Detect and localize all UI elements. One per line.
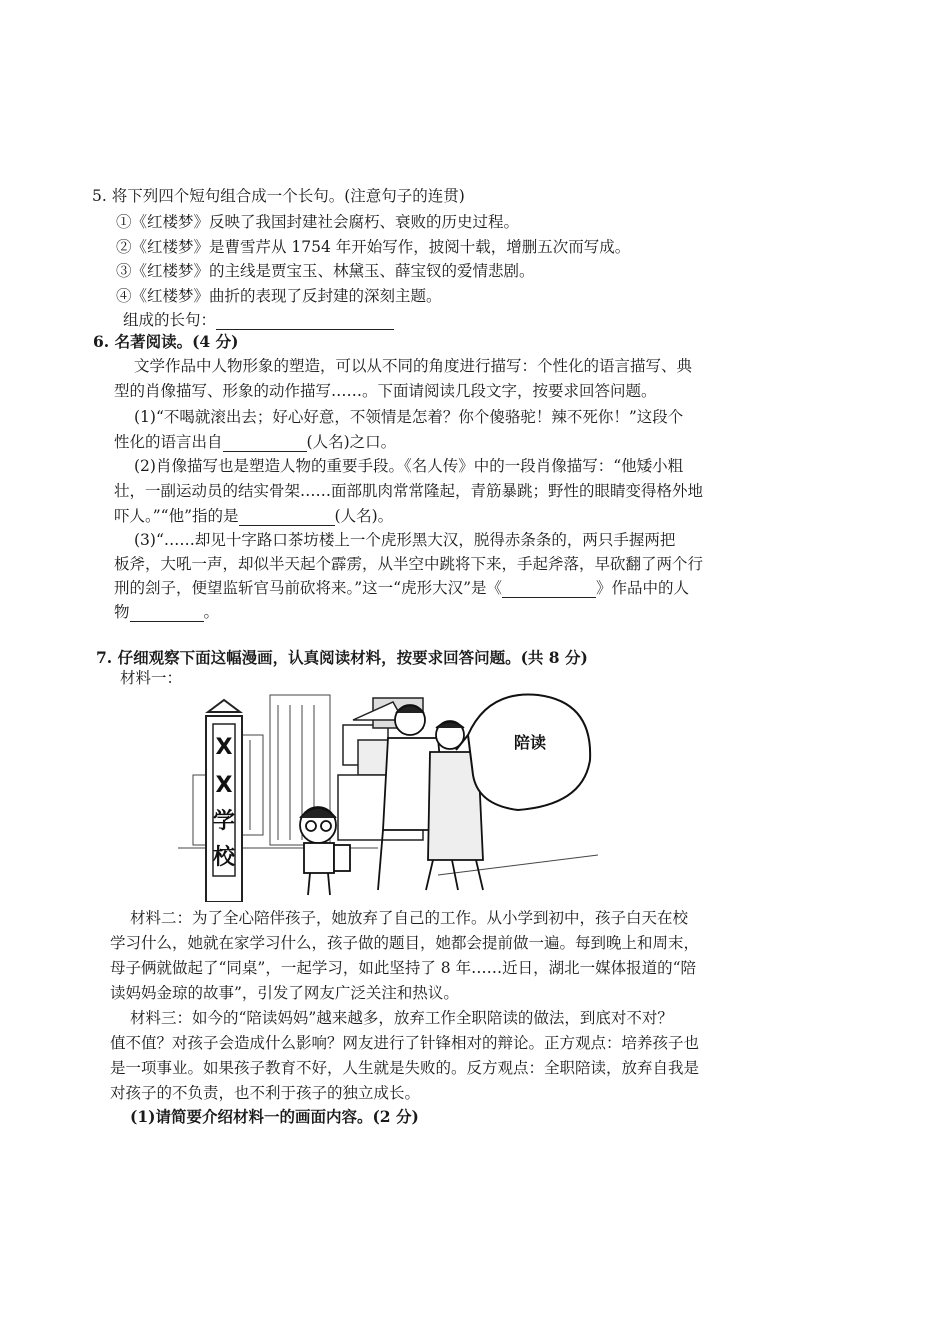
q5-item-4: ④《红楼梦》曲折的表现了反封建的深刻主题。 <box>116 287 442 305</box>
q6-part3-book-blank[interactable] <box>502 581 596 598</box>
q7-material3-line-3: 是一项事业。如果孩子教育不好，人生就是失败的。反方观点：全职陪读，放弃自我是 <box>110 1059 700 1077</box>
cartoon-illustration <box>178 680 598 902</box>
q7-sub-question-1: (1)请简要介绍材料一的画面内容。(2 分) <box>130 1107 419 1126</box>
q7-stem: 7. 仔细观察下面这幅漫画，认真阅读材料，按要求回答问题。(共 8 分) <box>96 648 588 667</box>
q7-material2-line-3: 母子俩就做起了“同桌”，一起学习，如此坚持了 8 年……近日，湖北一媒体报道的“陪 <box>110 959 696 977</box>
q6-part3-line-1: (3)“……却见十字路口茶坊楼上一个虎形黑大汉，脱得赤条条的，两只手握两把 <box>134 531 676 549</box>
q5-item-2: ②《红楼梦》是曹雪芹从 1754 年开始写作，披阅十载，增删五次而写成。 <box>116 238 631 256</box>
q5-stem: 5. 将下列四个短句组合成一个长句。(注意句子的连贯) <box>92 187 465 205</box>
q6-part2-line-2: 壮，一副运动员的结实骨架……面部肌肉常常隆起，青筋暴跳；野性的眼睛变得格外地 <box>114 482 704 500</box>
q6-part1-line-2 <box>114 432 396 452</box>
q6-part1-line-1: (1)“不喝就滚出去；好心好意，不领情是怎着？你个傻骆驼！辣不死你！”这段个 <box>134 408 684 426</box>
q6-part3-suffix: 》作品中的人 <box>596 579 690 597</box>
q6-part2-line-3 <box>114 506 393 526</box>
q7-material2-line-1: 材料二：为了全心陪伴孩子，她放弃了自己的工作。从小学到初中，孩子白天在校 <box>130 909 689 927</box>
q6-intro-line-2: 型的肖像描写、形象的动作描写……。下面请阅读几段文字，按要求回答问题。 <box>114 382 657 400</box>
q6-part3-line-3 <box>114 578 689 598</box>
q7-material3-line-4: 对孩子的不负责，也不利于孩子的独立成长。 <box>110 1084 421 1102</box>
q6-part1-suffix: (人名)之口。 <box>306 433 397 451</box>
q6-part2-suffix: (人名)。 <box>334 507 394 525</box>
q6-stem: 6. 名著阅读。(4 分) <box>93 332 239 351</box>
q6-part2-text: 吓人。”“他”指的是 <box>114 507 239 525</box>
q7-material1-label: 材料一： <box>120 669 183 687</box>
q5-item-3: ③《红楼梦》的主线是贾宝玉、林黛玉、薛宝钗的爱情悲剧。 <box>116 262 535 280</box>
q5-item-1: ①《红楼梦》反映了我国封建社会腐朽、衰败的历史过程。 <box>116 213 520 231</box>
q5-answer-label: 组成的长句： <box>123 311 217 329</box>
q6-part1-text: 性化的语言出自 <box>114 433 223 451</box>
sign-char-2: X <box>215 773 233 798</box>
q7-material2-line-2: 学习什么，她就在家学习什么，孩子做的题目，她都会提前做一遍。每到晚上和周末， <box>110 934 700 952</box>
q7-material3-line-2: 值不值？对孩子会造成什么影响？网友进行了针锋相对的辩论。正方观点：培养孩子也 <box>110 1034 700 1052</box>
q6-part3-line-4 <box>114 602 219 622</box>
school-gate-sign <box>206 700 242 902</box>
sack-label: 陪读 <box>513 733 547 752</box>
q6-part3-name-blank[interactable] <box>130 605 204 622</box>
q7-material2-line-4: 读妈妈金琼的故事”，引发了网友广泛关注和热议。 <box>110 984 459 1002</box>
q6-part1-blank[interactable] <box>223 435 307 452</box>
q6-part3-end: 。 <box>203 603 220 621</box>
q7-material3-line-1: 材料三：如今的“陪读妈妈”越来越多，放弃工作全职陪读的做法，到底对不对？ <box>130 1009 673 1027</box>
sign-char-1: X <box>215 735 233 760</box>
q6-part3-word: 物 <box>114 603 130 621</box>
q6-part3-line-2: 板斧，大吼一声，却似半天起个霹雳，从半空中跳将下来，手起斧落，早砍翻了两个行 <box>114 555 704 573</box>
q6-intro-line-1: 文学作品中人物形象的塑造，可以从不同的角度进行描写：个性化的语言描写、典 <box>134 357 693 375</box>
q5-answer-blank[interactable] <box>216 313 394 330</box>
q6-part3-text: 刑的刽子，便望监斩官马前砍将来。”这一“虎形大汉”是《 <box>114 579 503 597</box>
q6-part2-line-1: (2)肖像描写也是塑造人物的重要手段。《名人传》中的一段肖像描写：“他矮小粗 <box>134 457 684 475</box>
sign-char-4: 校 <box>212 845 236 870</box>
q6-part2-blank[interactable] <box>239 509 335 526</box>
q5-answer-line <box>123 310 394 330</box>
sign-char-3: 学 <box>212 809 236 834</box>
